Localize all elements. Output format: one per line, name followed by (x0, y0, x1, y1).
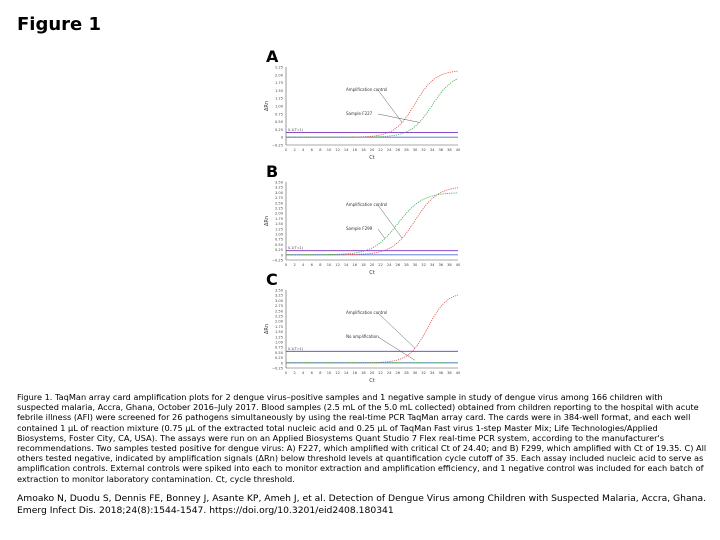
x-tick-label: 4 (302, 263, 305, 267)
y-tick-label: −0.25 (271, 258, 283, 263)
x-tick-label: 12 (335, 148, 340, 152)
y-tick-label: 0.75 (274, 345, 283, 350)
y-tick-label: 0 (280, 361, 283, 366)
x-tick-label: 30 (412, 263, 418, 267)
x-axis-label: Ct (369, 378, 375, 384)
y-tick-label: 0.50 (274, 242, 283, 247)
x-tick-label: 22 (378, 371, 383, 375)
y-tick-label: 1.00 (274, 232, 283, 237)
y-tick-label: 1.00 (274, 104, 283, 109)
x-tick-label: 24 (386, 371, 392, 375)
y-tick-label: 2.75 (274, 304, 283, 309)
x-tick-label: 18 (361, 263, 366, 267)
x-tick-label: 2 (293, 371, 296, 375)
y-tick-label: 2.50 (274, 201, 283, 206)
x-tick-label: 24 (386, 148, 392, 152)
x-tick-label: 26 (395, 263, 401, 267)
series-leader-2 (378, 229, 385, 239)
y-tick-label: 3.00 (274, 298, 283, 303)
x-tick-label: 0 (284, 263, 288, 267)
y-axis-label: ΔRn (264, 100, 270, 112)
y-tick-label: 3.00 (274, 190, 283, 195)
x-tick-label: 0 (284, 148, 288, 152)
x-tick-label: 38 (447, 371, 452, 375)
x-tick-label: 10 (326, 148, 332, 152)
x-tick-label: 18 (361, 148, 366, 152)
y-tick-label: 3.25 (274, 293, 283, 298)
series-leader-1 (378, 90, 402, 122)
x-tick-label: 18 (361, 371, 366, 375)
x-tick-label: 22 (378, 148, 383, 152)
y-tick-label: 1.50 (274, 88, 283, 93)
y-tick-label: 0.25 (274, 127, 283, 132)
x-axis-label: Ct (369, 270, 375, 276)
y-tick-label: −0.25 (271, 143, 283, 148)
y-tick-label: 1.75 (274, 324, 283, 329)
y-tick-label: 1.75 (274, 216, 283, 221)
y-tick-label: 2.25 (274, 314, 283, 319)
x-tick-label: 10 (326, 371, 332, 375)
y-tick-label: 0.50 (274, 350, 283, 355)
series-label-1: Amplification control (346, 202, 388, 207)
panel-letter-a: A (266, 47, 279, 66)
x-tick-label: 28 (404, 263, 409, 267)
y-tick-label: 0.75 (274, 237, 283, 242)
threshold-label: 0.1(T=1) (288, 128, 304, 133)
panel-letter-b: B (266, 162, 279, 181)
x-tick-label: 4 (302, 371, 305, 375)
x-tick-label: 20 (369, 263, 375, 267)
x-tick-label: 6 (310, 148, 313, 152)
y-tick-label: 0 (280, 253, 283, 258)
figure-citation: Amoako N, Duodu S, Dennis FE, Bonney J, Asante KP, Ameh J, et al. Detection of Dengue Virus among Children with Suspected Malaria, Accra, Ghana. Emerg Infect Dis. 2018;24(8):1544-1547. https://doi.org/10.3201/eid2408.180341 (17, 493, 707, 516)
x-tick-label: 32 (421, 263, 426, 267)
x-tick-label: 24 (386, 263, 392, 267)
x-tick-label: 40 (455, 371, 461, 375)
y-tick-label: 1.50 (274, 330, 283, 335)
y-tick-label: 0.25 (274, 248, 283, 253)
x-tick-label: 40 (455, 263, 461, 267)
x-tick-label: 36 (438, 148, 444, 152)
y-tick-label: 1.50 (274, 222, 283, 227)
x-tick-label: 32 (421, 371, 426, 375)
x-tick-label: 12 (335, 263, 340, 267)
series-line-1 (286, 188, 458, 255)
x-axis-label: Ct (369, 155, 375, 161)
amplification-plot-a (258, 55, 468, 167)
x-tick-label: 16 (352, 263, 358, 267)
x-tick-label: 30 (412, 148, 418, 152)
x-tick-label: 34 (429, 263, 435, 267)
x-tick-label: 16 (352, 148, 358, 152)
x-tick-label: 34 (429, 148, 435, 152)
x-tick-label: 32 (421, 148, 426, 152)
panel-letter-c: C (266, 270, 278, 289)
x-tick-label: 26 (395, 148, 401, 152)
panel-c (258, 270, 468, 390)
x-tick-label: 38 (447, 148, 452, 152)
y-tick-label: 0.50 (274, 120, 283, 125)
x-tick-label: 28 (404, 371, 409, 375)
y-axis-label: ΔRn (264, 215, 270, 227)
y-tick-label: 3.50 (274, 288, 283, 293)
x-tick-label: 36 (438, 371, 444, 375)
y-tick-label: 2.50 (274, 309, 283, 314)
x-tick-label: 34 (429, 371, 435, 375)
x-tick-label: 14 (343, 148, 349, 152)
x-tick-label: 0 (284, 371, 288, 375)
x-tick-label: 2 (293, 148, 296, 152)
x-tick-label: 2 (293, 263, 296, 267)
y-tick-label: 2.25 (274, 65, 283, 70)
x-tick-label: 6 (310, 371, 313, 375)
y-tick-label: 0.75 (274, 112, 283, 117)
x-tick-label: 36 (438, 263, 444, 267)
series-label-2: No amplification (346, 334, 379, 339)
x-tick-label: 16 (352, 371, 358, 375)
y-tick-label: 2.00 (274, 73, 283, 78)
x-tick-label: 10 (326, 263, 332, 267)
y-tick-label: 1.25 (274, 335, 283, 340)
x-tick-label: 30 (412, 371, 418, 375)
y-tick-label: 2.00 (274, 211, 283, 216)
x-tick-label: 14 (343, 263, 349, 267)
y-tick-label: 2.25 (274, 206, 283, 211)
y-tick-label: 0 (280, 135, 283, 140)
x-tick-label: 20 (369, 148, 375, 152)
y-tick-label: 3.50 (274, 180, 283, 185)
x-tick-label: 28 (404, 148, 409, 152)
y-tick-label: 1.75 (274, 81, 283, 86)
x-tick-label: 8 (319, 148, 322, 152)
series-label-2: Sample F299 (346, 226, 373, 231)
y-axis-label: ΔRn (264, 323, 270, 335)
threshold-label: 0.1(T=1) (288, 346, 304, 351)
y-tick-label: 1.25 (274, 96, 283, 101)
series-label-1: Amplification control (346, 310, 388, 315)
x-tick-label: 12 (335, 371, 340, 375)
y-tick-label: 1.25 (274, 227, 283, 232)
threshold-label: 0.1(T=1) (288, 246, 304, 251)
y-tick-label: 2.00 (274, 319, 283, 324)
y-tick-label: 2.75 (274, 196, 283, 201)
y-tick-label: −0.25 (271, 366, 283, 371)
series-leader-2 (378, 114, 419, 122)
y-tick-label: 0.25 (274, 356, 283, 361)
figure-title: Figure 1 (17, 14, 102, 35)
x-tick-label: 8 (319, 263, 322, 267)
series-line-1 (286, 71, 458, 137)
x-tick-label: 4 (302, 148, 305, 152)
series-label-2: Sample F227 (346, 111, 373, 116)
x-tick-label: 26 (395, 371, 401, 375)
x-tick-label: 14 (343, 371, 349, 375)
amplification-plot-c (258, 278, 468, 390)
series-leader-1 (378, 313, 415, 348)
panel-b (258, 162, 468, 282)
x-tick-label: 40 (455, 148, 461, 152)
figure-caption: Figure 1. TaqMan array card amplification plots for 2 dengue virus–positive samples and 1 negative sample in study of dengue virus among 166 children with suspected malaria, Accra, Ghana, October 2016–July 2017. Blood samples (2.5 mL of the 5.0 mL collected) obtained from children reporting to the hospital with acute febrile illness (AFI) were screened for 26 pathogens simultaneously by using the real-time PCR TaqMan array card. The cards were in 384-well format, and each well contained 1 µL of reaction mixture (0.75 µL of the extracted total nucleic acid and 0.25 µL of TaqMan Fast virus 1-step Master Mix; Life Technologies/Applied Biosystems, Foster City, CA, USA). The assays were run on an Applied Biosystems Quant Studio 7 Flex real-time PCR system, according to the manufacturer's recommendations. Two samples tested positive for dengue virus: A) F227, which amplified with critical Ct of 24.40; and B) F299, which amplified with Ct of 19.35. C) All others tested negative, indicated by amplification signals (ΔRn) below threshold levels at quantification cycle cutoff of 35. Each assay included nucleic acid to serve as amplification controls. External controls were spiked into each to monitor extraction and amplification efficiency, and 1 negative control was included for each batch of extraction to monitor laboratory contamination. Ct, cycle threshold. (17, 392, 707, 484)
amplification-plot-b (258, 170, 468, 282)
x-tick-label: 20 (369, 371, 375, 375)
x-tick-label: 38 (447, 263, 452, 267)
y-tick-label: 1.00 (274, 340, 283, 345)
y-tick-label: 3.25 (274, 185, 283, 190)
x-tick-label: 8 (319, 371, 322, 375)
series-leader-2 (378, 337, 415, 360)
series-label-1: Amplification control (346, 87, 388, 92)
x-tick-label: 6 (310, 263, 313, 267)
panel-a (258, 47, 468, 167)
series-line-1 (286, 295, 458, 363)
x-tick-label: 22 (378, 263, 383, 267)
